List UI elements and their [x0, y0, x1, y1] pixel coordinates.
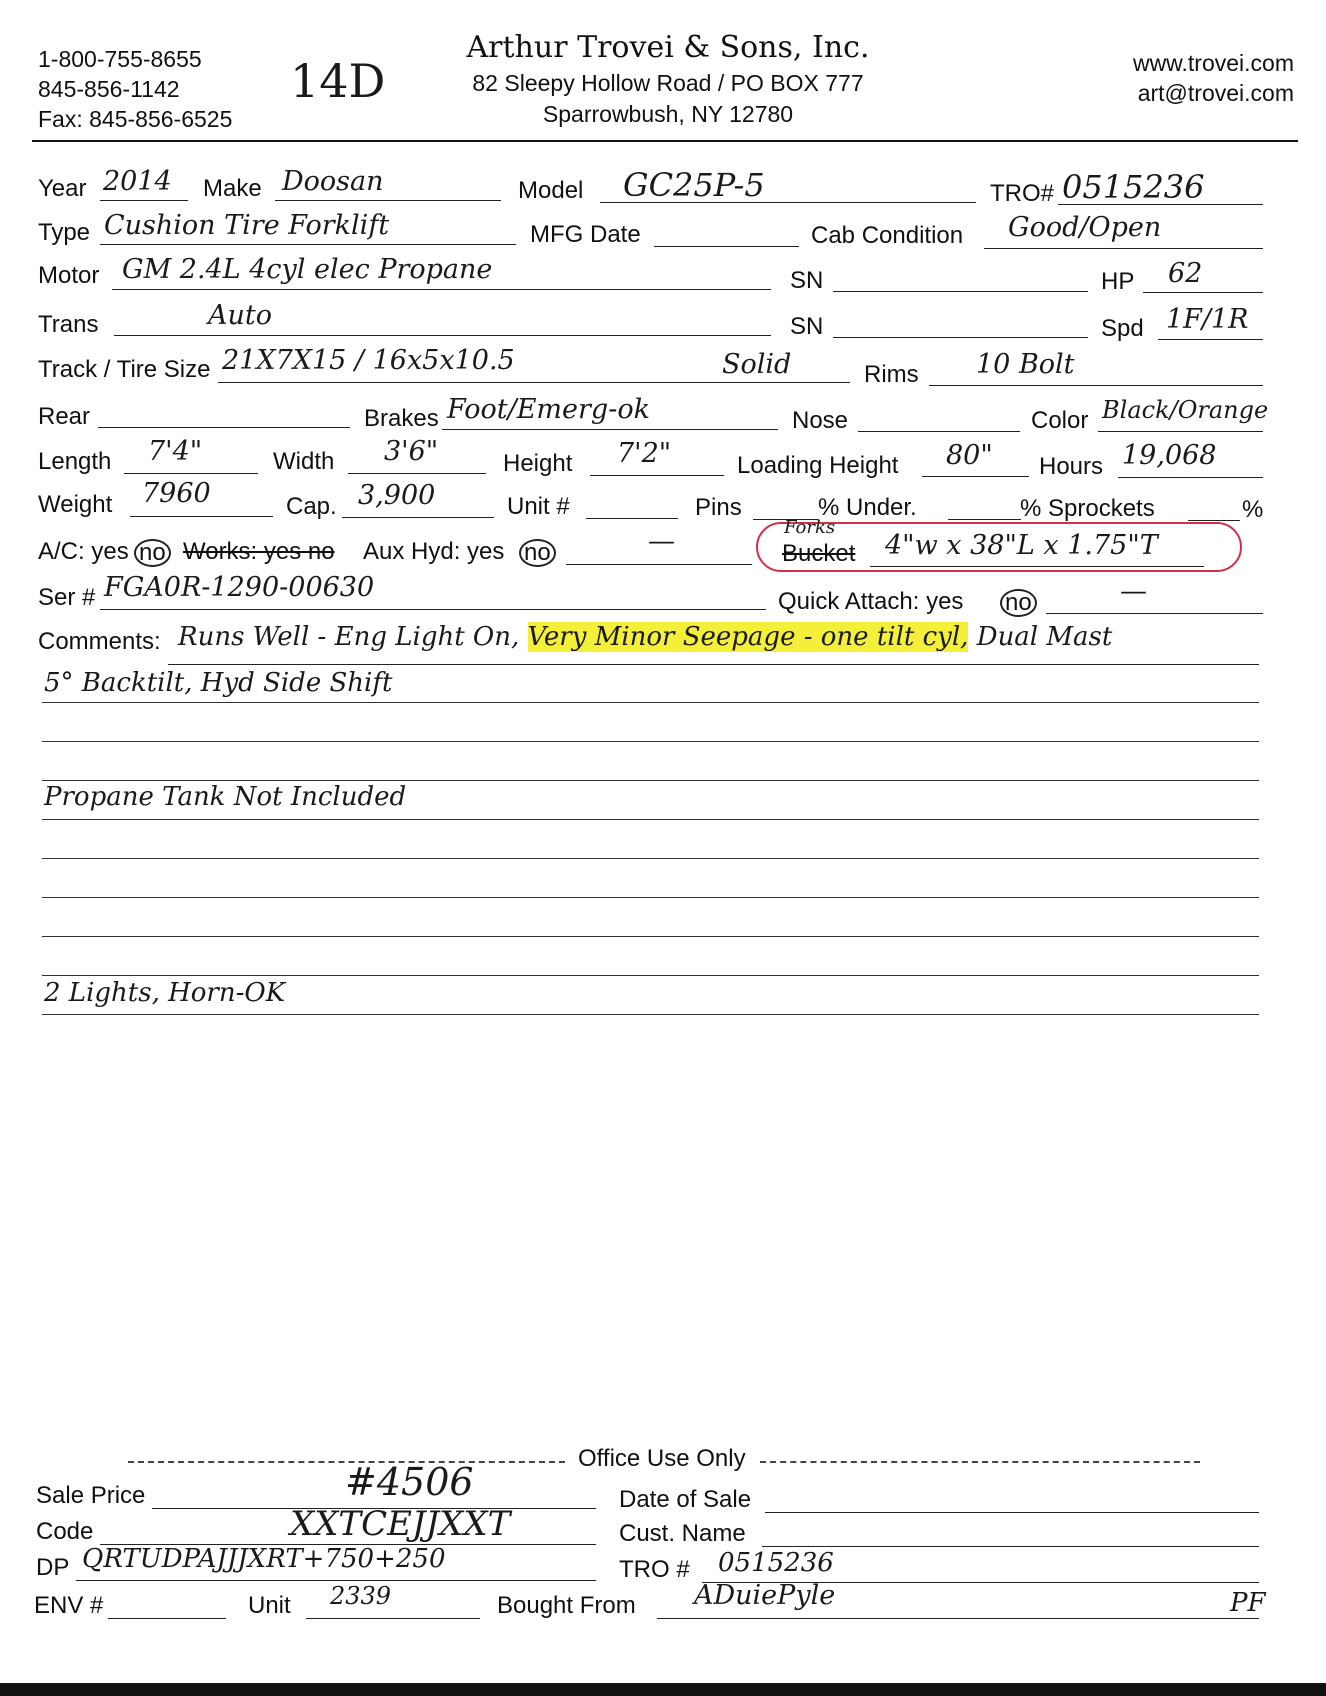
rims-value: 10 Bolt — [976, 349, 1075, 380]
type-value: Cushion Tire Forklift — [104, 210, 390, 241]
model-value: GC25P-5 — [623, 166, 765, 204]
trans-label: Trans — [38, 311, 99, 338]
bucket-value: 4"w x 38"L x 1.75"T — [885, 530, 1158, 561]
pct-sprockets-label: % Sprockets — [1020, 495, 1155, 522]
cab-condition-line — [984, 248, 1263, 249]
address-line-2: Sparrowbush, NY 12780 — [542, 101, 794, 127]
height-line — [590, 475, 724, 476]
comment-line-4 — [42, 780, 1259, 781]
comment-line-5 — [42, 819, 1259, 820]
quick-attach-no-circled: no — [1000, 589, 1037, 617]
bought-from-label: Bought From — [497, 1592, 636, 1619]
comment-text-2: 5° Backtilt, Hyd Side Shift — [44, 668, 393, 698]
quick-attach-line — [1046, 613, 1263, 614]
length-value: 7'4" — [148, 436, 203, 467]
works-label: Works: yes no — [183, 538, 335, 565]
initials: PF — [1230, 1588, 1266, 1618]
cab-condition-label: Cab Condition — [811, 222, 964, 249]
code-value: XXTCEJJXXT — [290, 1504, 511, 1544]
width-line — [348, 473, 486, 474]
comment-line-9 — [42, 975, 1259, 976]
spd-label: Spd — [1101, 315, 1144, 342]
loading-height-label: Loading Height — [737, 452, 899, 479]
type-label: Type — [38, 219, 91, 246]
make-value: Doosan — [282, 166, 384, 197]
track-tire-value: 21X7X15 / 16x5x10.5 — [222, 345, 515, 376]
trans-sn-label: SN — [790, 313, 824, 340]
pct-sprockets-line — [1188, 520, 1240, 521]
pct-under-line — [948, 519, 1021, 520]
track-tire-extra: Solid — [722, 349, 792, 380]
comment-line-10 — [42, 1014, 1259, 1015]
brakes-label: Brakes — [364, 405, 439, 432]
nose-label: Nose — [792, 407, 849, 434]
cust-name-label: Cust. Name — [619, 1520, 746, 1547]
make-label: Make — [203, 175, 262, 202]
cap-line — [342, 517, 494, 518]
unit-line — [586, 518, 678, 519]
rims-line — [929, 385, 1263, 386]
comment-text-1-post: Dual Mast — [968, 622, 1113, 652]
aux-hyd-label: Aux Hyd: yes — [363, 538, 505, 565]
length-label: Length — [38, 448, 112, 475]
weight-line — [130, 516, 273, 517]
mfg-date-label: MFG Date — [530, 221, 641, 248]
weight-value: 7960 — [142, 478, 211, 509]
width-label: Width — [273, 448, 335, 475]
width-value: 3'6" — [384, 436, 439, 467]
comment-text-5: Propane Tank Not Included — [44, 782, 407, 812]
year-line — [100, 200, 188, 201]
date-of-sale-label: Date of Sale — [619, 1486, 752, 1513]
bucket-line — [870, 566, 1204, 567]
fax-number: Fax: 845-856-6525 — [38, 106, 233, 132]
rear-label: Rear — [38, 403, 91, 430]
loading-height-line — [922, 476, 1029, 477]
dp-line — [76, 1580, 596, 1581]
hours-label: Hours — [1039, 453, 1104, 480]
office-unit-value: 2339 — [330, 1582, 392, 1610]
phone-1: 1-800-755-8655 — [38, 46, 202, 72]
color-value: Black/Orange — [1102, 396, 1269, 424]
model-label: Model — [518, 177, 584, 204]
mfg-date-line — [654, 246, 799, 247]
make-line — [275, 200, 501, 201]
office-unit-line — [306, 1618, 480, 1619]
hours-value: 19,068 — [1122, 440, 1217, 471]
rims-label: Rims — [864, 361, 919, 388]
hp-label: HP — [1101, 268, 1135, 295]
comment-line-8 — [42, 936, 1259, 937]
height-label: Height — [503, 450, 573, 477]
trans-value: Auto — [208, 300, 272, 331]
aux-hyd-value: — — [648, 526, 675, 557]
brakes-value: Foot/Emerg-ok — [447, 394, 650, 425]
tro-value: 0515236 — [1062, 168, 1205, 206]
office-divider-right — [760, 1461, 1200, 1463]
comment-line-1 — [168, 664, 1259, 665]
hp-line — [1143, 292, 1263, 293]
loading-height-value: 80" — [946, 440, 993, 471]
aux-hyd-line — [566, 564, 752, 565]
comment-text-1 — [178, 622, 1112, 652]
ac-no-circled: no — [134, 539, 171, 567]
office-unit-label: Unit — [248, 1592, 291, 1619]
ac-label: A/C: yes — [38, 538, 129, 565]
ser-line — [100, 609, 766, 610]
cap-label: Cap. — [286, 493, 337, 520]
hp-value: 62 — [1168, 258, 1203, 289]
comments-label: Comments: — [38, 628, 161, 655]
height-value: 7'2" — [617, 438, 672, 469]
track-tire-line — [218, 382, 850, 383]
cust-name-line — [762, 1546, 1259, 1547]
website: www.trovei.com — [1132, 50, 1294, 76]
trans-sn-line — [833, 337, 1088, 338]
sale-price-value: #4506 — [345, 1460, 474, 1504]
bucket-label: Bucket — [782, 540, 856, 567]
dp-value: QRTUDPAJJJXRT+750+250 — [82, 1544, 446, 1574]
rear-line — [98, 427, 350, 428]
motor-sn-line — [833, 291, 1088, 292]
comment-line-3 — [42, 741, 1259, 742]
nose-line — [858, 431, 1020, 432]
comment-text-1-pre: Runs Well - Eng Light On, — [178, 622, 528, 652]
weight-label: Weight — [38, 491, 113, 518]
bought-from-line — [657, 1618, 1259, 1619]
date-of-sale-line — [765, 1512, 1259, 1513]
office-tro-value: 0515236 — [718, 1548, 834, 1578]
brakes-line — [442, 429, 778, 430]
comment-line-6 — [42, 858, 1259, 859]
motor-sn-label: SN — [790, 267, 824, 294]
unit-label: Unit # — [507, 493, 570, 520]
year-label: Year — [38, 175, 87, 202]
office-tro-label: TRO # — [619, 1556, 690, 1583]
env-label: ENV # — [34, 1592, 104, 1619]
year-value: 2014 — [103, 166, 172, 197]
color-label: Color — [1031, 407, 1089, 434]
pins-label: Pins — [695, 494, 742, 521]
length-line — [124, 473, 258, 474]
pct-under-label: % Under. — [818, 494, 917, 521]
ser-value: FGA0R-1290-00630 — [104, 572, 375, 603]
handwritten-code: 14D — [290, 54, 386, 108]
spd-value: 1F/1R — [1166, 304, 1249, 335]
hours-line — [1118, 477, 1263, 478]
company-name: Arthur Trovei & Sons, Inc. — [466, 30, 870, 65]
sale-price-label: Sale Price — [36, 1482, 146, 1509]
code-label: Code — [36, 1518, 94, 1545]
trans-line — [114, 335, 771, 336]
comment-text-1-highlight: Very Minor Seepage - one tilt cyl, — [527, 622, 969, 652]
dp-label: DP — [36, 1554, 70, 1581]
quick-attach-value: — — [1120, 576, 1147, 607]
address-line-1: 82 Sleepy Hollow Road / PO BOX 777 — [472, 70, 864, 96]
tro-label: TRO# — [990, 180, 1055, 207]
office-use-title: Office Use Only — [578, 1445, 746, 1472]
track-tire-label: Track / Tire Size — [38, 356, 211, 383]
phone-2: 845-856-1142 — [38, 76, 180, 102]
scan-bottom-edge — [0, 1683, 1326, 1696]
spd-line — [1158, 339, 1263, 340]
env-line — [108, 1618, 226, 1619]
header-divider — [32, 140, 1298, 142]
motor-line — [112, 289, 771, 290]
comment-line-2 — [42, 702, 1259, 703]
motor-label: Motor — [38, 262, 100, 289]
cap-value: 3,900 — [358, 480, 436, 511]
aux-hyd-no-circled: no — [519, 539, 556, 567]
cab-condition-value: Good/Open — [1008, 212, 1162, 243]
forks-label: Forks — [784, 517, 836, 538]
color-line — [1098, 431, 1263, 432]
email: art@trovei.com — [1137, 80, 1294, 106]
motor-value: GM 2.4L 4cyl elec Propane — [122, 254, 493, 285]
comment-text-10: 2 Lights, Horn-OK — [44, 978, 286, 1008]
bought-from-value: ADuiePyle — [694, 1580, 836, 1611]
type-line — [100, 244, 516, 245]
ser-label: Ser # — [38, 584, 96, 611]
comment-line-7 — [42, 897, 1259, 898]
pct-sign: % — [1242, 496, 1264, 523]
quick-attach-label: Quick Attach: yes — [778, 588, 964, 615]
